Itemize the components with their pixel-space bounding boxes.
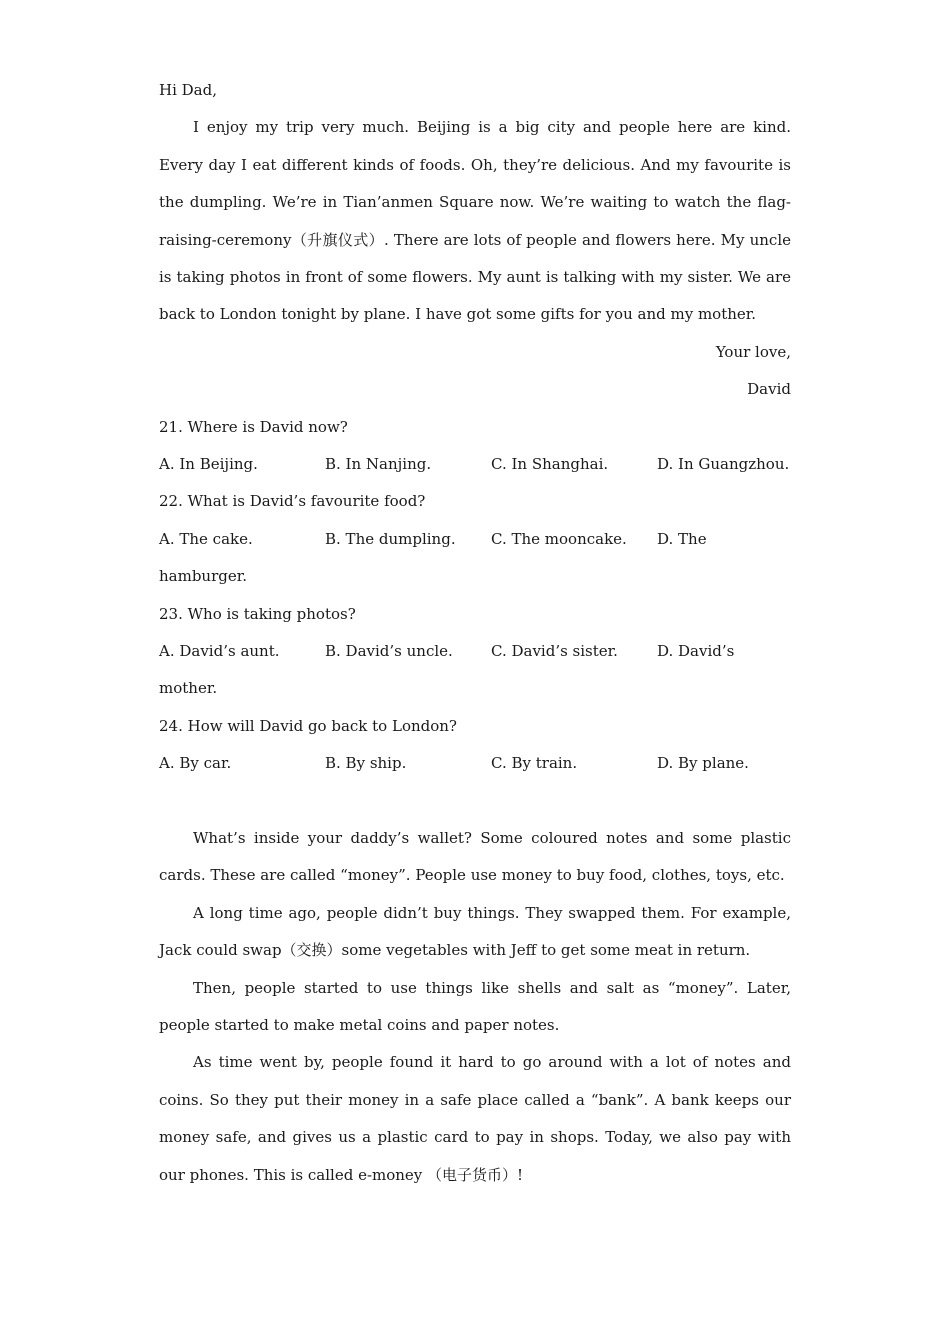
option-wrap: hamburger. xyxy=(159,567,248,586)
question-options xyxy=(159,745,791,782)
question-options xyxy=(159,446,791,483)
option-d: D. David’s xyxy=(657,641,735,660)
option-d: D. By plane. xyxy=(657,754,749,773)
option-c: C. The mooncake. xyxy=(491,529,627,548)
passage-paragraph-3: Then, people started to use things like shells and salt as “money”. Later, people started to make metal coins and paper notes. xyxy=(159,978,791,1034)
question-stem: 24. How will David go back to London? xyxy=(159,716,457,735)
letter-closing: Your love, xyxy=(715,342,791,361)
option-b: B. The dumpling. xyxy=(325,529,456,548)
question-options xyxy=(159,633,791,670)
option-a: A. The cake. xyxy=(159,529,253,548)
option-d: D. In Guangzhou. xyxy=(657,455,790,473)
option-b: B. By ship. xyxy=(325,754,407,773)
question-22 xyxy=(159,483,791,595)
letter-body: I enjoy my trip very much. Beijing is a big city and people here are kind. Every day I eat different kinds of foods. Oh, they’re delicious. And my favourite is the dumpling. We’re in Tian’anmen Square now. We’re waiting to watch the flag-raising-ceremony（升旗仪式）. There are lots of people and flowers here. My uncle is taking photos in front of some flowers. My aunt is talking with my sister. We are back to London tonight by plane. I have got some gifts for you and my mother. xyxy=(159,118,791,324)
option-c: C. David’s sister. xyxy=(491,641,618,660)
question-options xyxy=(159,521,791,558)
option-a: A. By car. xyxy=(159,754,232,773)
option-wrap: mother. xyxy=(159,679,218,698)
passage-paragraph-4: As time went by, people found it hard to go around with a lot of notes and coins. So they put their money in a safe place called a “bank”. A bank keeps our money safe, and gives us a plastic card to pay in shops. Today, we also pay with our phones. This is called e-money （电子货币）! xyxy=(159,1053,791,1184)
document-page xyxy=(159,72,791,1194)
option-d: D. The xyxy=(657,529,707,548)
passage-paragraph-2: A long time ago, people didn’t buy things. They swapped them. For example, Jack could swap（交换）some vegetables with Jeff to get some meat in return. xyxy=(159,903,791,960)
option-c: C. In Shanghai. xyxy=(491,455,609,473)
option-c: C. By train. xyxy=(491,754,578,773)
passage-paragraph-1: What’s inside your daddy’s wallet? Some coloured notes and some plastic cards. These are called “money”. People use money to buy food, clothes, toys, etc. xyxy=(159,828,791,885)
question-stem: 21. Where is David now? xyxy=(159,417,348,436)
section-gap xyxy=(159,783,791,820)
letter-signature: David xyxy=(747,380,791,399)
question-23 xyxy=(159,596,791,708)
question-stem: 23. Who is taking photos? xyxy=(159,604,356,623)
question-24 xyxy=(159,708,791,783)
question-stem: 22. What is David’s favourite food? xyxy=(159,492,426,511)
option-a: A. David’s aunt. xyxy=(159,641,280,660)
option-b: B. David’s uncle. xyxy=(325,641,453,660)
question-21 xyxy=(159,409,791,484)
option-b: B. In Nanjing. xyxy=(325,455,432,473)
letter-greeting: Hi Dad, xyxy=(159,81,217,99)
option-a: A. In Beijing. xyxy=(159,455,258,473)
